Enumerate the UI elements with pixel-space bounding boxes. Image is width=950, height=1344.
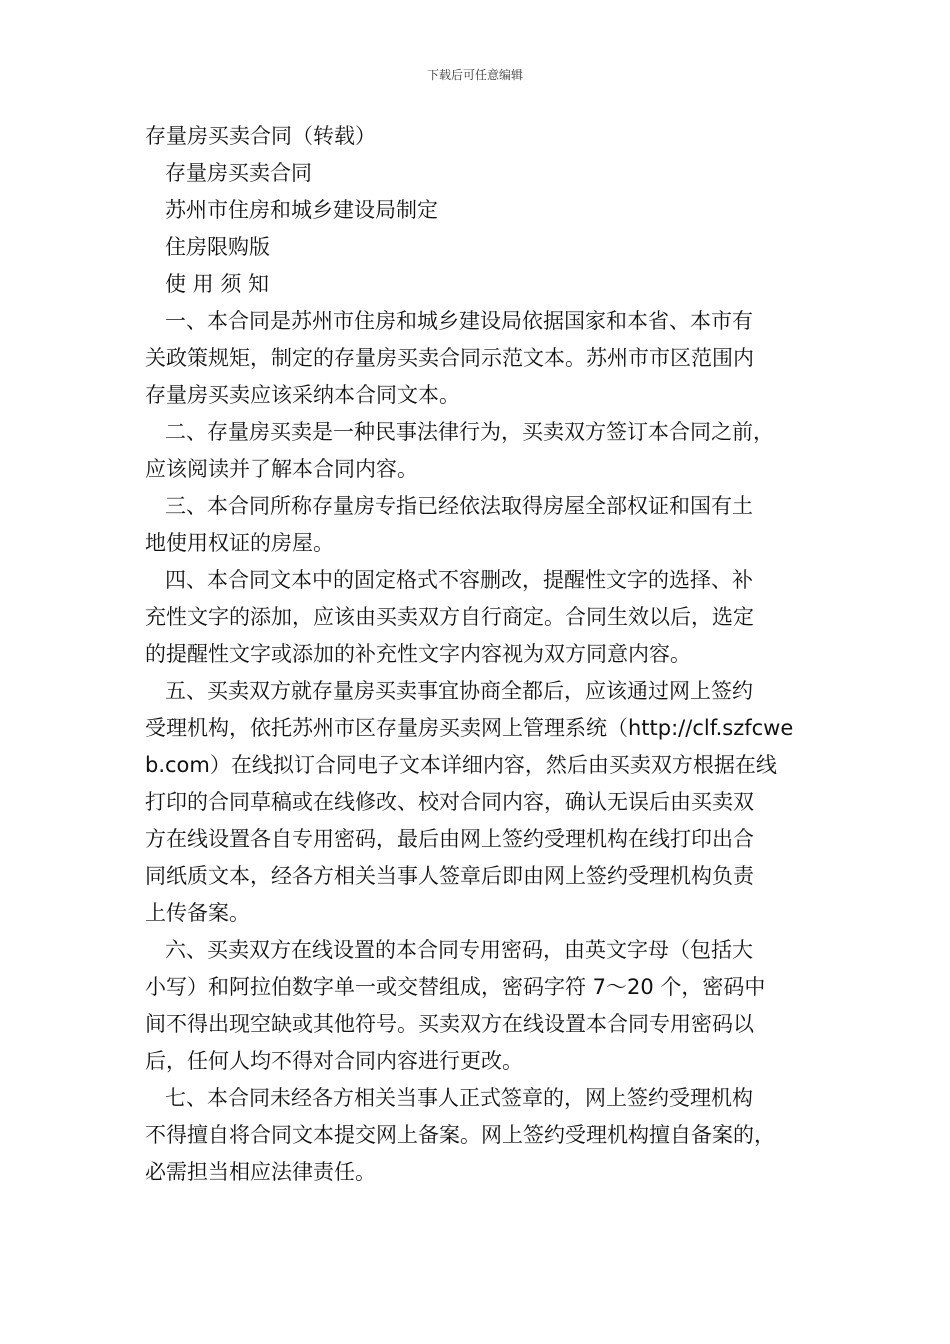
clause-5-line-5: 方在线设置各自专用密码，最后由网上签约受理机构在线打印出合 <box>145 827 754 851</box>
clause-2-line-1: 二、存量房买卖是一种民事法律行为，买卖双方签订本合同之前， <box>165 420 774 444</box>
document-title: 存量房买卖合同（转载） <box>145 124 376 148</box>
clause-5-line-7: 上传备案。 <box>145 901 250 925</box>
clause-1-line-1: 一、本合同是苏州市住房和城乡建设局依据国家和本省、本市有 <box>165 309 753 333</box>
clause-4-line-2: 充性文字的添加，应该由买卖双方自行商定。合同生效以后，选定 <box>145 605 754 629</box>
clause-3-line-1: 三、本合同所称存量房专指已经依法取得房屋全部权证和国有土 <box>165 494 753 518</box>
clause-6-line-4: 后，任何人均不得对合同内容进行更改。 <box>145 1049 523 1073</box>
clause-1-line-2: 关政策规矩，制定的存量房买卖合同示范文本。苏州市市区范围内 <box>145 346 754 370</box>
clause-5-line-6: 同纸质文本，经各方相关当事人签章后即由网上签约受理机构负责 <box>145 864 754 888</box>
clause-2-line-2: 应该阅读并了解本合同内容。 <box>145 457 418 481</box>
clause-5-line-1: 五、买卖双方就存量房买卖事宜协商全都后，应该通过网上签约 <box>165 679 753 703</box>
page-header-note: 下载后可任意编辑 <box>426 68 523 82</box>
clause-7-line-2: 不得擅自将合同文本提交网上备案。网上签约受理机构擅自备案的， <box>145 1123 775 1147</box>
clause-7-line-3: 必需担当相应法律责任。 <box>145 1160 376 1184</box>
clause-4-line-3: 的提醒性文字或添加的补充性文字内容视为双方同意内容。 <box>145 642 691 666</box>
clause-4-line-1: 四、本合同文本中的固定格式不容删改，提醒性文字的选择、补 <box>165 568 753 592</box>
notice-heading: 使 用 须 知 <box>165 272 270 296</box>
clause-1-line-3: 存量房买卖应该采纳本合同文本。 <box>145 383 460 407</box>
clause-7-line-1: 七、本合同未经各方相关当事人正式签章的，网上签约受理机构 <box>165 1086 753 1110</box>
clause-3-line-2: 地使用权证的房屋。 <box>145 531 334 555</box>
clause-6-line-2: 小写）和阿拉伯数字单一或交替组成，密码字符 7～20 个，密码中 <box>145 975 766 999</box>
clause-6-line-3: 间不得出现空缺或其他符号。买卖双方在线设置本合同专用密码以 <box>145 1012 754 1036</box>
clause-6-line-1: 六、买卖双方在线设置的本合同专用密码，由英文字母（包括大 <box>165 938 753 962</box>
document-subtitle: 存量房买卖合同 <box>165 161 312 185</box>
clause-5-line-2: 受理机构，依托苏州市区存量房买卖网上管理系统（http://clf.szfcwe <box>145 716 794 740</box>
clause-5-line-3: b.com）在线拟订合同电子文本详细内容，然后由买卖双方根据在线 <box>145 753 777 777</box>
clause-5-line-4: 打印的合同草稿或在线修改、校对合同内容，确认无误后由买卖双 <box>145 790 754 814</box>
document-issuer: 苏州市住房和城乡建设局制定 <box>165 198 438 222</box>
document-body <box>145 118 810 1191</box>
document-edition: 住房限购版 <box>165 235 270 259</box>
